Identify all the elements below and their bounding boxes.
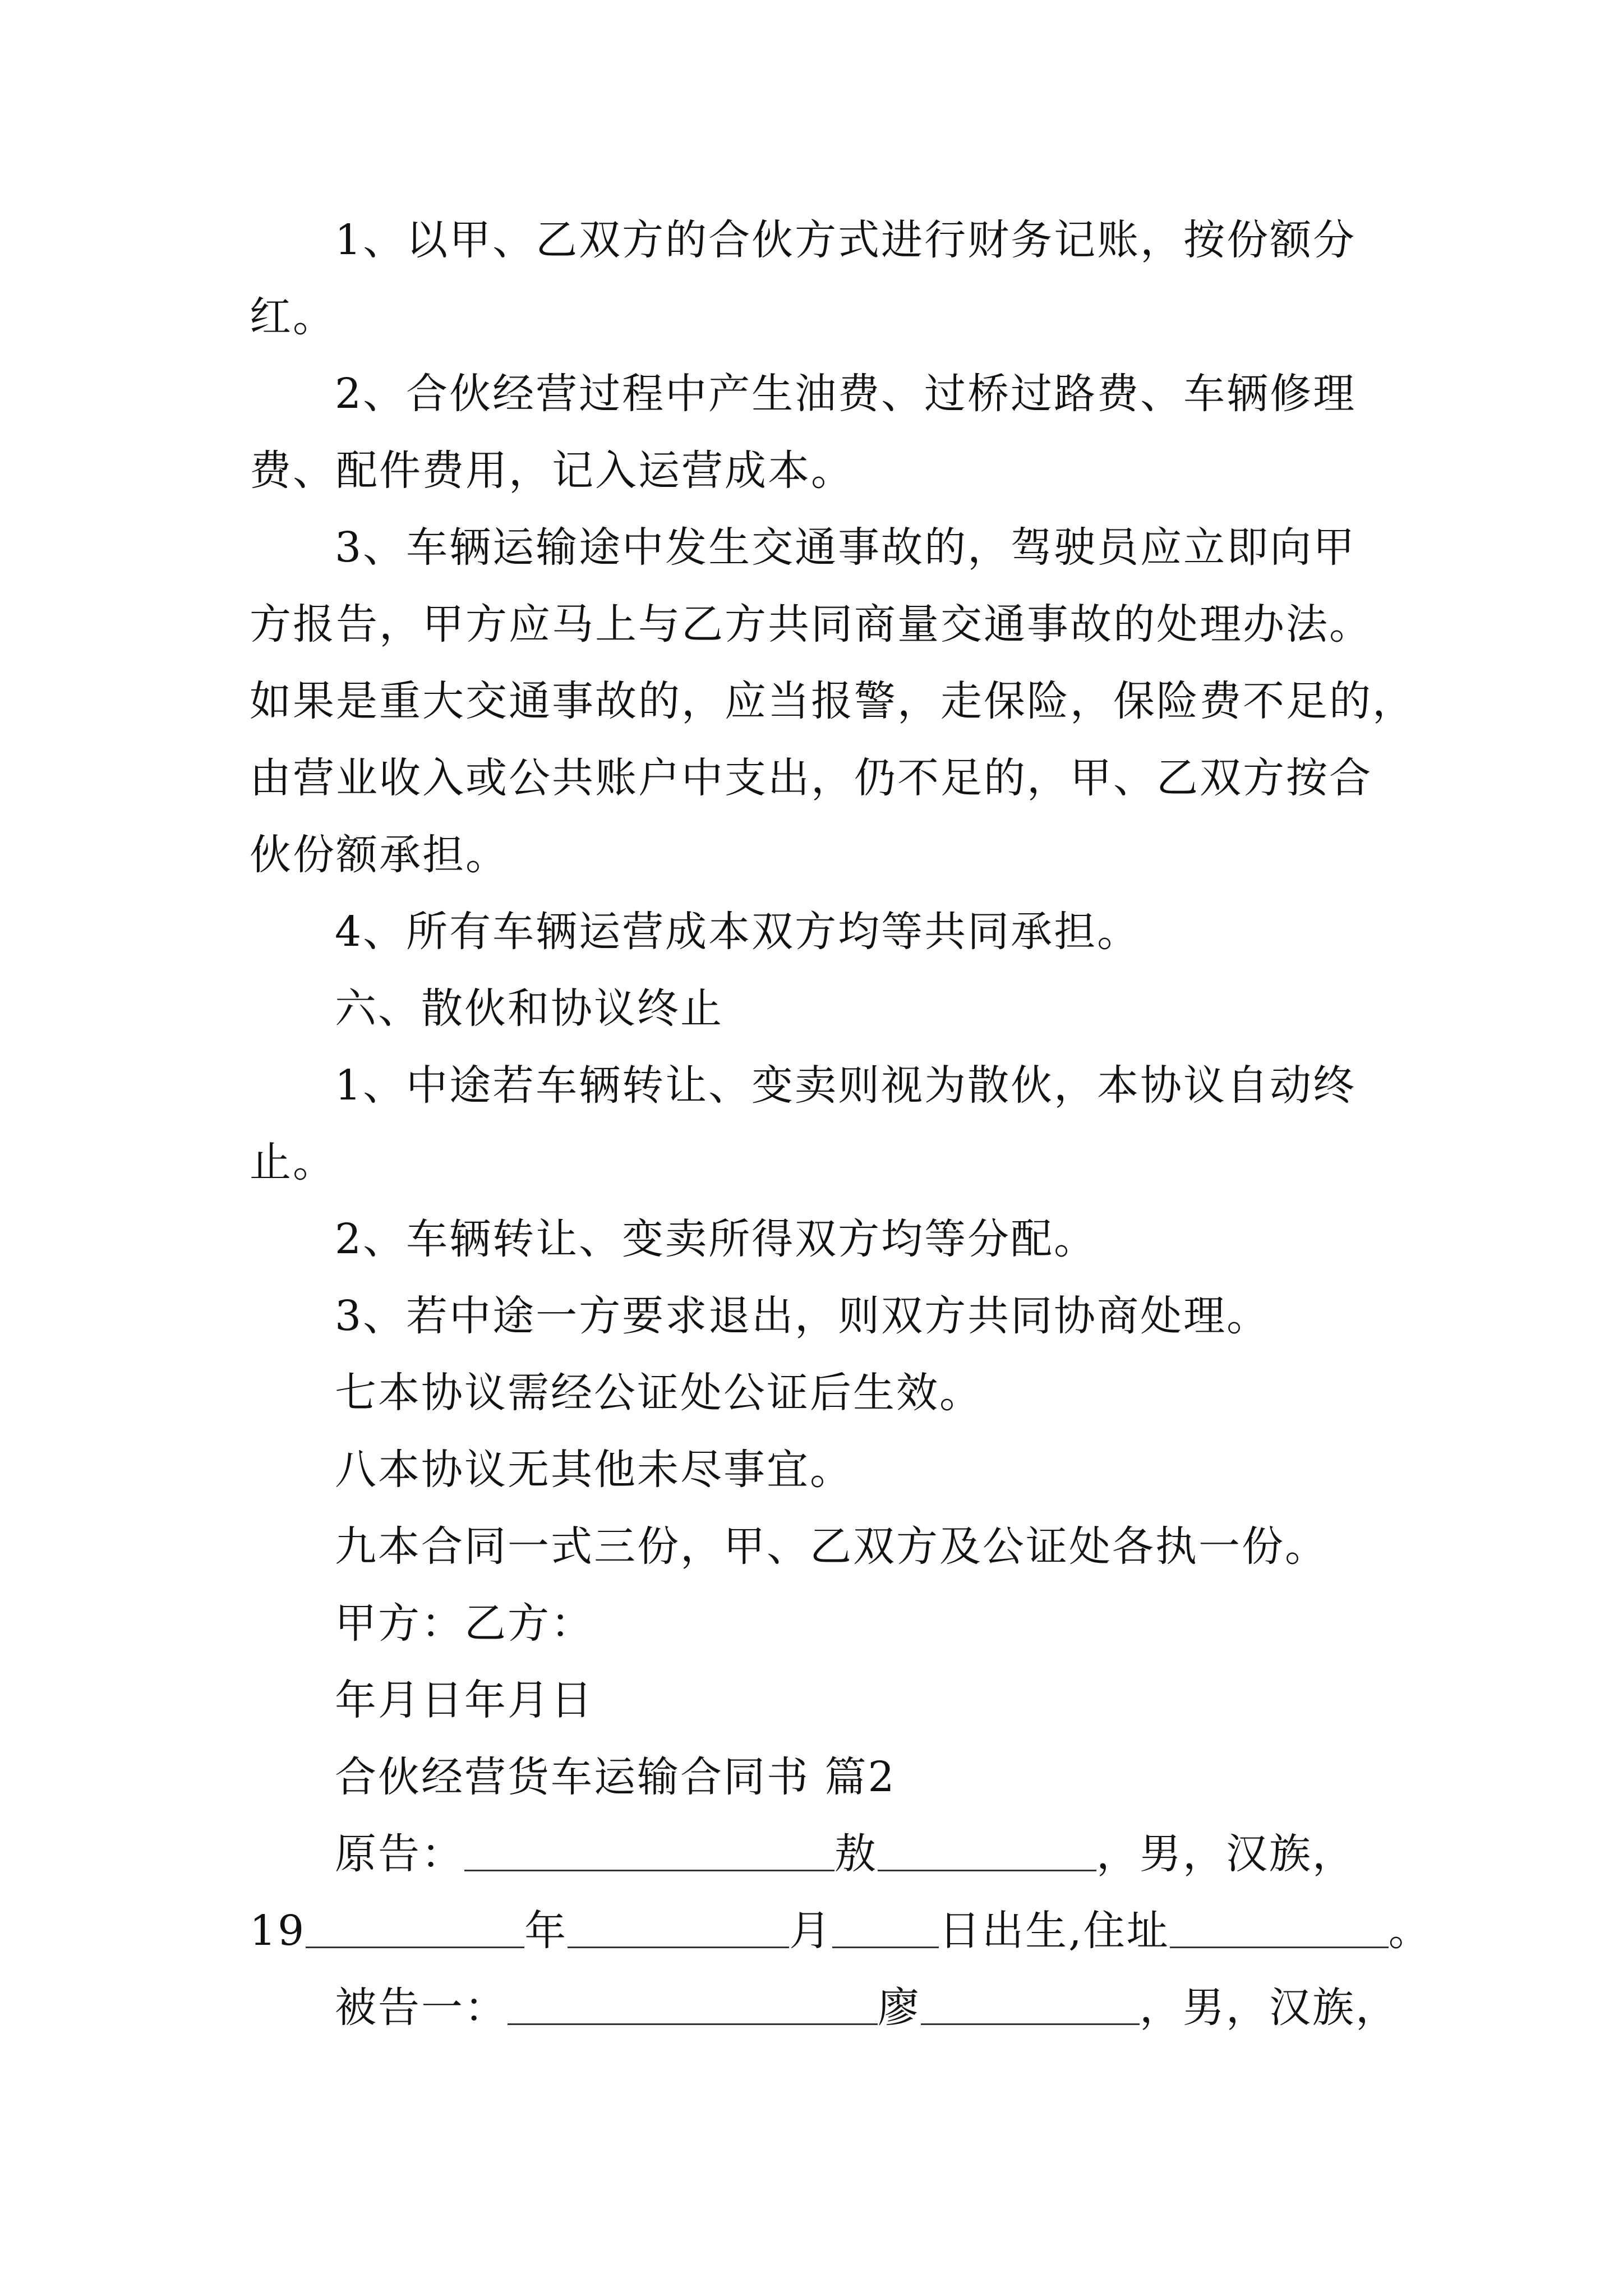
signature-dates: 年月日年月日 xyxy=(335,1676,594,1724)
plaintiff-gender: ，男，汉族， xyxy=(1096,1830,1355,1878)
paragraph-line: 止。 xyxy=(250,1138,336,1186)
defendant-given-name-blank xyxy=(921,1983,1140,2025)
defendant-surname: 廖 xyxy=(878,1984,921,2032)
paragraph-line: 4、所有车辆运营成本双方均等共同承担。 xyxy=(335,908,1141,956)
paragraph-line: 费、配件费用，记入运营成本。 xyxy=(250,447,854,495)
paragraph-line: 伙份额承担。 xyxy=(250,831,509,879)
birth-month-blank xyxy=(568,1906,789,1948)
paragraph-line: 八本协议无其他未尽事宜。 xyxy=(335,1446,853,1494)
defendant-label: 被告一： xyxy=(335,1984,508,2032)
address-blank xyxy=(1170,1906,1389,1948)
birth-day-blank xyxy=(832,1906,939,1948)
paragraph-line: 2、合伙经营过程中产生油费、过桥过路费、车辆修理 xyxy=(335,370,1357,418)
birth-line-end: 。 xyxy=(1388,1907,1432,1955)
birth-line xyxy=(250,1893,1432,1970)
signature-parties: 甲方：乙方： xyxy=(335,1599,594,1648)
document-title: 合伙经营货车运输合同书 篇2 xyxy=(335,1753,896,1801)
paragraph-line: 1、中途若车辆转让、变卖则视为散伙，本协议自动终 xyxy=(335,1061,1357,1110)
paragraph-line: 由营业收入或公共账户中支出，仍不足的，甲、乙双方按合 xyxy=(250,754,1372,802)
birth-month-label: 月 xyxy=(789,1907,833,1955)
plaintiff-name-blank xyxy=(464,1829,834,1871)
birth-year-label: 年 xyxy=(524,1907,568,1955)
birth-prefix: 19 xyxy=(250,1907,306,1955)
defendant-gender: ，男，汉族， xyxy=(1140,1984,1399,2032)
defendant-line xyxy=(250,1970,1405,2046)
paragraph-line: 方报告，甲方应马上与乙方共同商量交通事故的处理办法。 xyxy=(250,600,1372,648)
plaintiff-given-name-blank xyxy=(878,1829,1096,1871)
paragraph-line: 九本合同一式三份，甲、乙双方及公证处各执一份。 xyxy=(335,1522,1328,1571)
birth-day-address-label: 日出生,住址 xyxy=(939,1907,1170,1955)
plaintiff-label: 原告： xyxy=(335,1830,464,1878)
birth-year-blank xyxy=(306,1906,524,1948)
paragraph-line: 1、以甲、乙双方的合伙方式进行财务记账，按份额分 xyxy=(335,216,1357,264)
paragraph-line: 红。 xyxy=(250,293,336,341)
plaintiff-line xyxy=(250,1816,1405,1893)
defendant-name-blank xyxy=(508,1983,878,2025)
document-body xyxy=(250,202,1432,2046)
paragraph-line: 七本协议需经公证处公证后生效。 xyxy=(335,1369,983,1417)
section-heading: 六、散伙和协议终止 xyxy=(335,984,723,1033)
plaintiff-surname: 敖 xyxy=(834,1830,878,1878)
paragraph-line: 如果是重大交通事故的，应当报警，走保险，保险费不足的， xyxy=(250,677,1415,725)
paragraph-line: 3、车辆运输途中发生交通事故的，驾驶员应立即向甲 xyxy=(335,523,1357,572)
paragraph-line: 3、若中途一方要求退出，则双方共同协商处理。 xyxy=(335,1292,1270,1340)
paragraph-line: 2、车辆转让、变卖所得双方均等分配。 xyxy=(335,1215,1098,1263)
